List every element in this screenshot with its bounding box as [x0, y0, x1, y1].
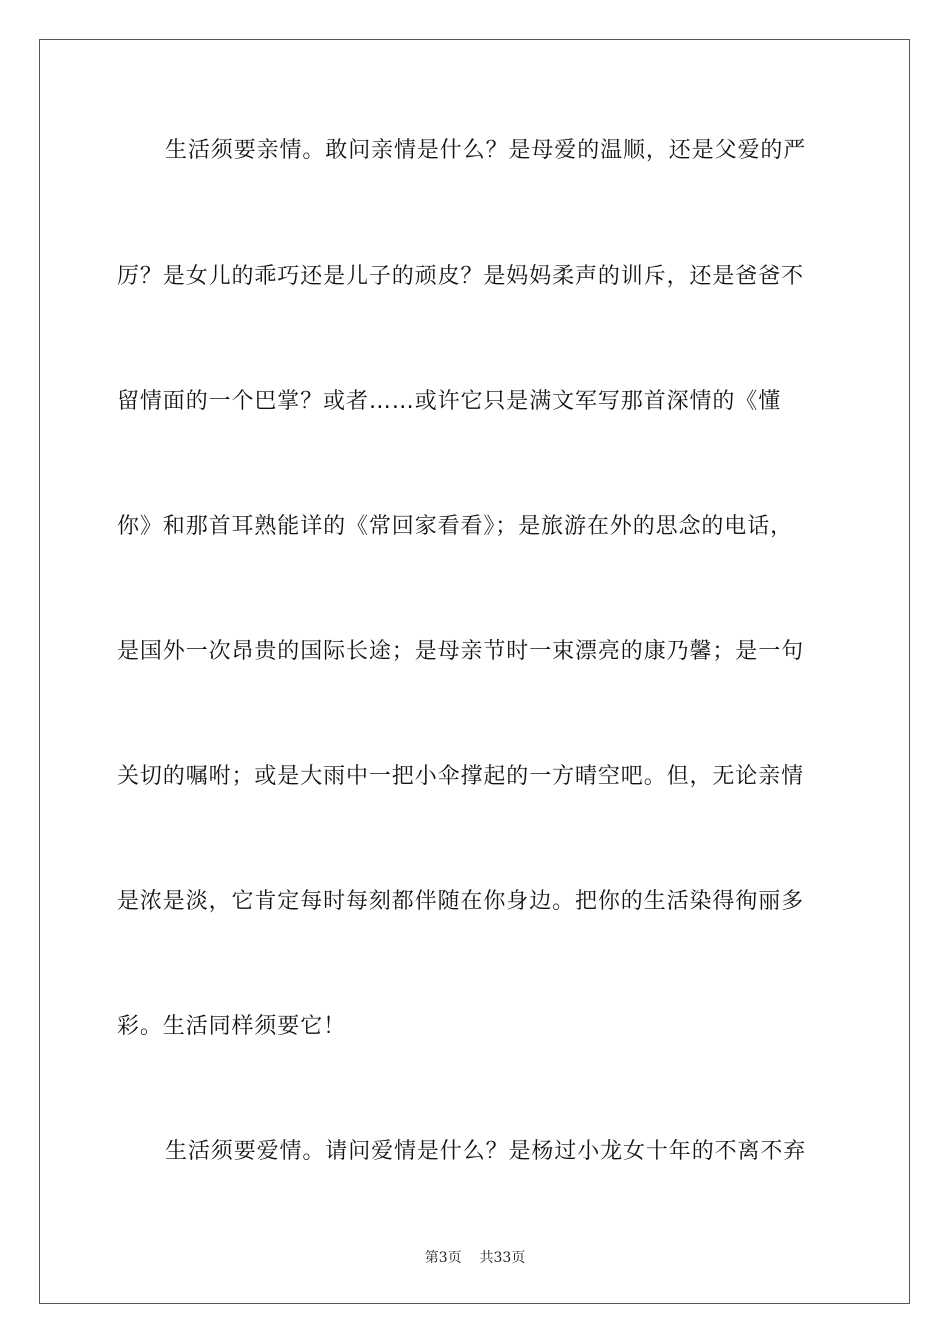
- paragraph-line: 是浓是淡，它肯定每时每刻都伴随在你身边。把你的生活染得徇丽多: [117, 889, 805, 914]
- paragraph-line: 留情面的一个巴掌？或者……或许它只是满文军写那首深情的《懂: [117, 389, 782, 414]
- page-total: 共33页: [479, 1250, 526, 1266]
- paragraph-line: 彩。生活同样须要它！: [117, 1014, 347, 1039]
- page-footer: [0, 1248, 950, 1268]
- paragraph-line: 关切的嘱咐；或是大雨中一把小伞撑起的一方晴空吧。但，无论亲情: [117, 764, 805, 789]
- paragraph-line: 你》和那首耳熟能详的《常回家看看》；是旅游在外的思念的电话，: [117, 514, 794, 539]
- page-frame: [39, 39, 910, 1304]
- paragraph-line: 生活须要亲情。敢问亲情是什么？是母爱的温顺，还是父爱的严: [165, 138, 807, 163]
- paragraph-line: 厉？是女儿的乖巧还是儿子的顽皮？是妈妈柔声的训斥，还是爸爸不: [117, 264, 805, 289]
- page-number: 第3页: [424, 1250, 462, 1266]
- paragraph-line: 是国外一次昂贵的国际长途；是母亲节时一束漂亮的康乃馨；是一句: [117, 639, 805, 664]
- paragraph-line: 生活须要爱情。请问爱情是什么？是杨过小龙女十年的不离不弃: [165, 1139, 807, 1164]
